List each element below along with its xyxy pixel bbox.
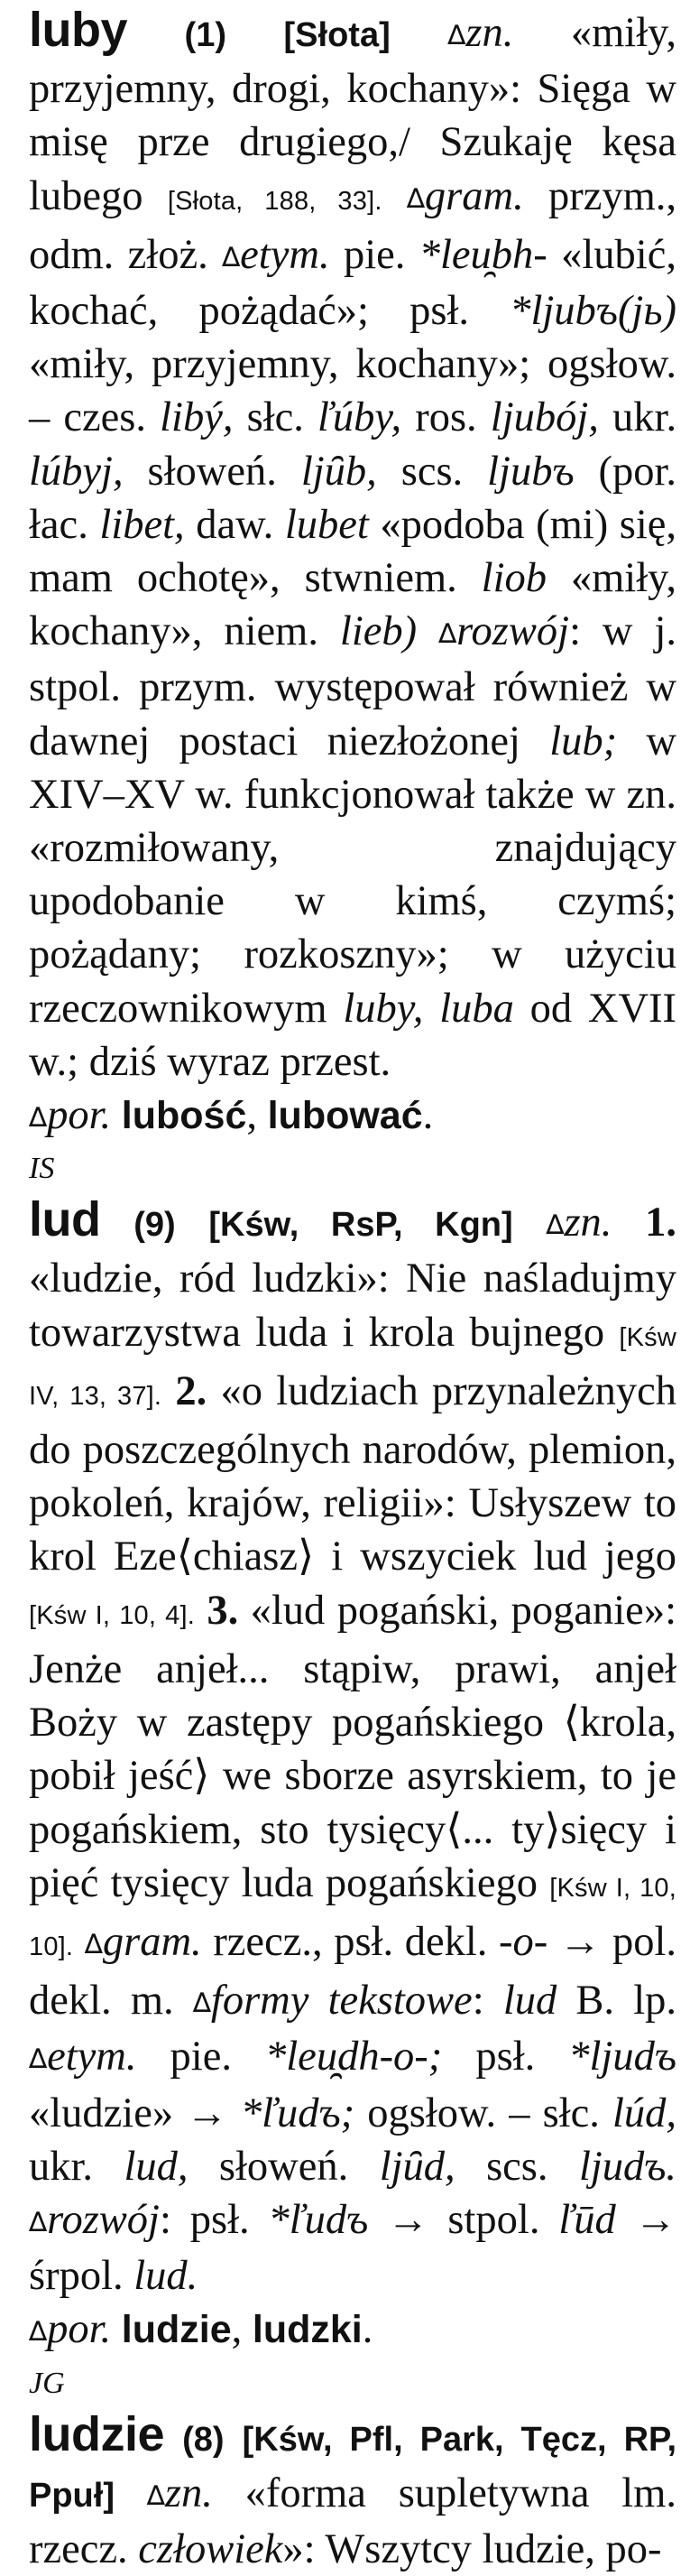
etym-text: «lubić, kochać, pożądać»; psł. [29,231,676,335]
etym-text: ukr. [29,2143,94,2190]
entry-lud [29,1193,676,2407]
etym-text: ros. [415,394,477,441]
dictionary-page [29,4,676,2576]
definition: «lud pogański, poganie»: Jenże anjeł... stąpiw, prawi, anjeł Boży w zastępy pogańskiego ⟨krola, pobił jeść⟩ we sborze asyrskiem, to je pogańskiem, sto tysięcy⟨... ty⟩sięcy i pięć tysięcy luda pogańskiego [29,1587,676,1906]
period: . [422,1092,434,1139]
citation: [Słota, 188, 33]. [167,186,382,216]
citation: [Kśw I, 10, 4]. [29,1600,195,1630]
etym-text: «miły, przyjemny, kochany»; ogsłow. – czes. [29,341,676,441]
etym-text: słoweń. [147,448,277,495]
etym-form: lúd, [612,2090,677,2136]
etym-form: ljudъ. [578,2143,677,2190]
separator: , [246,1092,257,1139]
headword: luby [29,3,128,57]
grammar-text: rzecz., psł. dekl. [213,1918,488,1965]
history-text: → stpol. [387,2196,540,2243]
grammar-text: → pol. dekl. m. [29,1918,677,2025]
etym-form: *leu̯dh-o-; [265,2034,443,2080]
etym-form: lúbyj, [29,448,124,495]
section-delta-icon: ∆ [546,1209,565,1242]
section-delta-icon: ∆ [222,241,241,273]
colon: : [472,1978,484,2025]
cross-reference [29,1089,676,1144]
etym-form: lud, [124,2143,189,2190]
occurrence-count: (9) [133,1206,176,1245]
author-initials: IS [29,1152,55,1186]
label-gram: gram. [102,1918,202,1965]
headword: ludzie [29,2406,165,2461]
entry-ludzie [29,2408,676,2576]
history-text: : psł. [159,2196,250,2243]
cross-ref-link[interactable]: lubować [267,1094,423,1138]
section-delta-icon: ∆ [438,618,457,651]
section-delta-icon: ∆ [29,2043,48,2076]
etym-text: «miły, kochany», niem. [29,555,677,655]
etym-text: daw. [196,501,274,548]
entry-luby [29,4,676,1193]
cross-reference [29,2303,676,2358]
cross-ref-link[interactable]: lubość [121,1094,247,1138]
source-list: [Słota] [283,16,391,54]
etym-form: libet, [99,501,185,548]
definition: «miły, przyjemny, drogi, kochany»: Sięga w misę prze drugiego,/ Szukaję kęsa lubego [29,10,676,219]
etym-text: słoweń. [218,2143,349,2190]
etym-text: pie. [170,2034,232,2080]
author-initials: JG [29,2366,65,2400]
definition: »: Wszytcy ludzie, po- [282,2525,662,2572]
etym-form: *leu̯bh- [419,231,547,278]
etym-form: *ľudъ; [240,2090,355,2136]
source-list: [Kśw, Pfl, Park, Tęcz, RP, Ppuł] [29,2420,677,2515]
label-por: por. [47,2306,112,2353]
definition: «ludzie, ród ludzki»: Nie naśladujmy towarzystwa luda i krola bujnego [29,1256,676,1356]
etym-text: scs. [486,2143,548,2190]
section-delta-icon: ∆ [84,1928,103,1960]
label-por: por. [47,1092,112,1139]
separator: , [231,2306,243,2353]
headword: lud [29,1192,101,1247]
label-etym: etym. [47,2034,137,2080]
label-rozwoj: rozwój [456,608,570,655]
history-text: → śrpol. [29,2196,677,2300]
etym-form: ľúby, [317,394,402,441]
text-form: lud [502,1978,557,2025]
history-text: : w j. stpol. przym. występował również w dawnej postaci niezłożonej [29,608,677,764]
etym-form: lubet [284,501,369,548]
history-text: od XVII w.; dziś wyraz przest. [29,985,677,1085]
section-delta-icon: ∆ [146,2479,165,2512]
etym-text: psł. [475,2034,536,2080]
occurrence-count: (1) [184,16,226,54]
grammar-form: -o- [499,1918,548,1965]
history-form: lub; [549,718,618,764]
etym-form: ljȗb, [300,448,377,495]
etym-form: *ljubъ(jь) [510,288,676,335]
history-form: luby, [343,985,424,1032]
entry-body [29,1193,676,2303]
history-form: *ľudъ [268,2196,369,2243]
label-formy: formy tekstowe [210,1978,473,2025]
label-rozwoj: rozwój [47,2196,160,2243]
label-zn: zn. [564,1200,612,1246]
etym-text: (por. łac. [29,448,677,548]
definition: «forma supletywna lm. rzecz. [29,2469,677,2572]
etym-form: ljubъ [487,448,575,495]
citation: [Kśw IV, 13, 37]. [29,1322,676,1411]
label-etym: etym. [240,231,330,278]
label-zn: zn. [465,10,514,56]
grammar-text: przym., odm. złoż. [29,172,677,278]
entry-body [29,2408,676,2576]
label-zn: zn. [164,2469,213,2516]
etym-text: ogsłow. – słc. [367,2090,600,2136]
etym-form: ljȗd, [379,2143,455,2190]
label-gram: gram. [424,172,524,219]
section-delta-icon: ∆ [406,182,425,215]
section-delta-icon: ∆ [192,1988,211,2020]
etym-text: «ludzie» → [29,2090,228,2136]
sense-number: 3. [207,1587,239,1634]
section-delta-icon: ∆ [29,2206,48,2238]
etym-text: «podoba (mi) się, mam ochotę», stwniem. [29,501,677,602]
citation: [Kśw I, 10, 10]. [29,1873,677,1961]
section-delta-icon: ∆ [29,2316,48,2349]
sense-number: 1. [645,1200,676,1246]
etym-form: liob [481,555,547,602]
etym-text: ukr. [612,394,677,441]
etym-form: lieb) [339,608,418,655]
entry-body [29,4,676,1089]
etym-form: *ljudъ [568,2034,676,2080]
history-form: lud. [133,2253,198,2300]
etym-text: scs. [400,448,464,495]
definition: «o ludziach przynależnych do poszczególnych narodów, plemion, pokoleń, krajów, religii»: Usłyszew to krol Eze⟨chiasz⟩ i wszyciek lud jego [29,1367,677,1580]
form-description: B. lp. [575,1978,677,2025]
period: . [362,2306,373,2353]
section-delta-icon: ∆ [447,20,466,51]
occurrence-count: (8) [182,2420,225,2459]
history-text: w XIV–XV w. funkcjonował także w zn. «rozmiłowany, znajdujący upodobanie w kimś, czymś; pożądany; rozkoszny»; w użyciu rzeczownikowym [29,718,676,1032]
etym-form: libý, [160,394,234,441]
definition-form: człowiek [138,2525,283,2572]
etym-text: słc. [246,394,304,441]
cross-ref-link[interactable]: ludzki [252,2308,363,2352]
etym-text: pie. [343,231,406,278]
etym-form: ljubój, [490,394,599,441]
sense-number: 2. [175,1367,207,1414]
history-form: ľūd [558,2196,616,2243]
history-form: luba [439,985,514,1032]
section-delta-icon: ∆ [29,1102,48,1135]
cross-ref-link[interactable]: ludzie [121,2308,232,2352]
source-list: [Kśw, RsP, Kgn] [208,1206,513,1245]
